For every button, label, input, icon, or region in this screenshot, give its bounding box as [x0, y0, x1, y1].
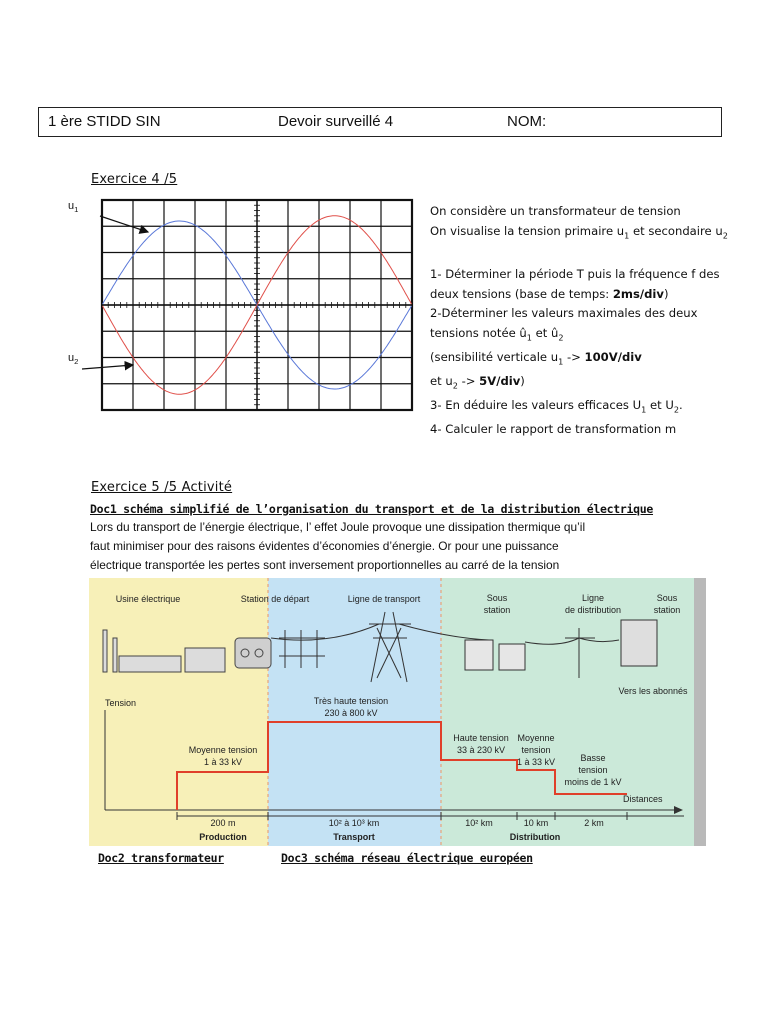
label-mt-b: 1 à 33 kV — [203, 757, 243, 767]
question-line: 1- Déterminer la période T puis la fréquence f des — [430, 267, 720, 282]
label-ligne-distrib-b: de distribution — [564, 605, 622, 615]
label-usine: Usine électrique — [115, 594, 181, 604]
transport-distribution-diagram — [89, 578, 706, 846]
question-line: 3- En déduire les valeurs efficaces $U_1$ et $U_2$. — [430, 397, 683, 414]
u1-label: $u_1$ — [68, 200, 79, 215]
label-ht-a: Haute tension — [453, 733, 509, 743]
label-ligne-distrib-a: Ligne — [581, 593, 605, 603]
question-line: et $u_2 -> 5V/div$) — [430, 373, 525, 390]
label-tht-a: Très haute tension — [313, 696, 389, 706]
exam-title: Devoir surveillé 4 — [278, 113, 394, 130]
question-line: On considère un transformateur de tension — [430, 204, 681, 218]
u2-label: $u_2$ — [68, 352, 79, 367]
label-sous-station-2b: station — [653, 605, 681, 615]
class-label: 1 ère STIDD SIN — [48, 113, 161, 130]
label-bt-c: moins de 1 kV — [564, 777, 622, 787]
distance-1: 200 m — [210, 818, 236, 828]
exercise-4-title: Exercice 4 /5 — [91, 172, 178, 187]
distance-2: 10² à 10³ km — [328, 818, 380, 828]
distribution-zone — [441, 578, 694, 846]
zone-distribution-label: Distribution — [509, 832, 561, 842]
label-mt-a: Moyenne tension — [188, 745, 258, 755]
label-distances: Distances — [623, 794, 663, 804]
page-edge — [694, 578, 706, 846]
label-mt2-c: 1 à 33 kV — [516, 757, 556, 767]
label-mt2-b: tension — [521, 745, 551, 755]
name-field-label: NOM: — [507, 113, 547, 130]
final-substation-illustration — [621, 620, 657, 666]
label-station-depart: Station de départ — [240, 594, 310, 604]
transformer-illustration — [235, 638, 271, 668]
distance-4: 10 km — [523, 818, 549, 828]
label-mt2-a: Moyenne — [517, 733, 555, 743]
label-tension: Tension — [105, 698, 137, 708]
oscilloscope-screen — [62, 192, 422, 422]
transport-paragraph — [90, 518, 690, 575]
question-line: On visualise la tension primaire $u_1$ et secondaire $u_2$ — [430, 223, 728, 240]
paragraph-line: Lors du transport de l’énergie électrique, l’ effet Joule provoque une dissipation thermique qu’il — [90, 520, 586, 534]
paragraph-line: faut minimiser pour des raisons évidentes d’économies d’énergie. Or pour une puissance — [90, 539, 559, 553]
zone-production-label: Production — [199, 832, 247, 842]
question-line: 4- Calculer le rapport de transformation m — [430, 421, 677, 436]
zone-transport-label: Transport — [333, 832, 375, 842]
label-sous-station-1b: station — [483, 605, 511, 615]
exercise-5-title: Exercice 5 /5 Activité — [91, 480, 233, 495]
question-line: deux tensions (base de temps: 2ms/div) — [430, 286, 669, 301]
distance-3: 10² km — [465, 818, 493, 828]
exercise-4-questions — [430, 202, 760, 439]
doc2-link[interactable]: Doc2 transformateur — [98, 851, 224, 865]
doc1-title: Doc1 schéma simplifié de l’organisation du transport et de la distribution électrique — [90, 502, 654, 516]
label-tht-b: 230 à 800 kV — [324, 708, 378, 718]
distance-5: 2 km — [584, 818, 604, 828]
label-ligne-transport: Ligne de transport — [347, 594, 421, 604]
question-line: (sensibilité verticale $u_1 -> 100V/div$ — [430, 349, 642, 367]
label-abonnes: Vers les abonnés — [618, 686, 688, 696]
label-bt-a: Basse — [580, 753, 606, 763]
label-bt-b: tension — [578, 765, 608, 775]
label-sous-station-2a: Sous — [656, 593, 678, 603]
question-line: tensions notée $û_1$ et $û_2$ — [430, 325, 564, 343]
paragraph-line: électrique transportée les pertes sont inversement proportionnelles au carré de la tension — [90, 558, 560, 572]
label-sous-station-1a: Sous — [486, 593, 508, 603]
header-box — [38, 107, 722, 137]
question-line: 2-Déterminer les valeurs maximales des deux — [430, 306, 698, 321]
doc3-link[interactable]: Doc3 schéma réseau électrique européen — [281, 851, 533, 865]
label-ht-b: 33 à 230 kV — [456, 745, 506, 755]
production-zone — [89, 578, 268, 846]
